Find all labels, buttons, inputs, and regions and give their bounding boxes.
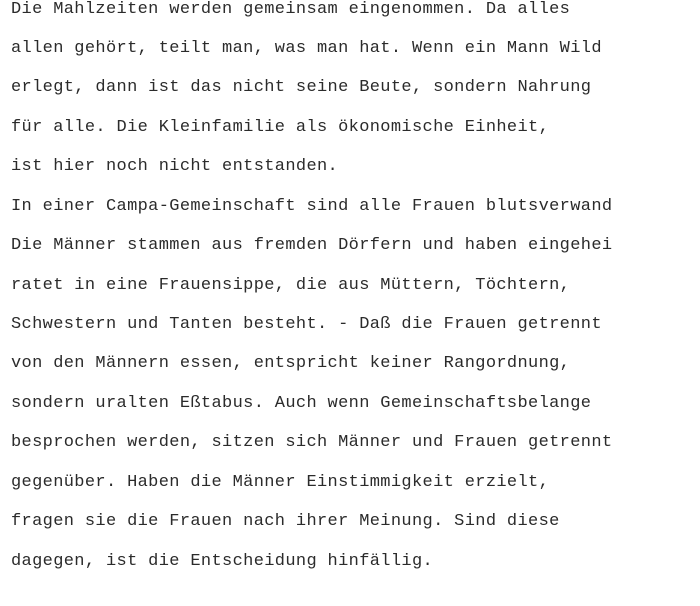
text-line: für alle. Die Kleinfamilie als ökonomische Einheit, — [11, 118, 550, 137]
text-line: gegenüber. Haben die Männer Einstimmigkeit erzielt, — [11, 473, 550, 492]
text-line: Die Männer stammen aus fremden Dörfern und haben eingehei — [11, 236, 613, 255]
text-line: dagegen, ist die Entscheidung hinfällig. — [11, 552, 434, 571]
text-line: Schwestern und Tanten besteht. - Daß die Frauen getrennt — [11, 315, 602, 334]
text-line: In einer Campa-Gemeinschaft sind alle Frauen blutsverwand — [11, 197, 613, 216]
text-line: sondern uralten Eßtabus. Auch wenn Gemeinschaftsbelange — [11, 394, 592, 413]
text-line: Die Mahlzeiten werden gemeinsam eingenommen. Da alles — [11, 0, 571, 19]
text-line: besprochen werden, sitzen sich Männer und Frauen getrennt — [11, 433, 613, 452]
text-line: erlegt, dann ist das nicht seine Beute, sondern Nahrung — [11, 78, 592, 97]
text-line: allen gehört, teilt man, was man hat. Wenn ein Mann Wild — [11, 39, 602, 58]
text-line: fragen sie die Frauen nach ihrer Meinung. Sind diese — [11, 512, 560, 531]
text-line: ratet in eine Frauensippe, die aus Müttern, Töchtern, — [11, 276, 571, 295]
text-line: von den Männern essen, entspricht keiner Rangordnung, — [11, 354, 571, 373]
text-line: ist hier noch nicht entstanden. — [11, 157, 339, 176]
